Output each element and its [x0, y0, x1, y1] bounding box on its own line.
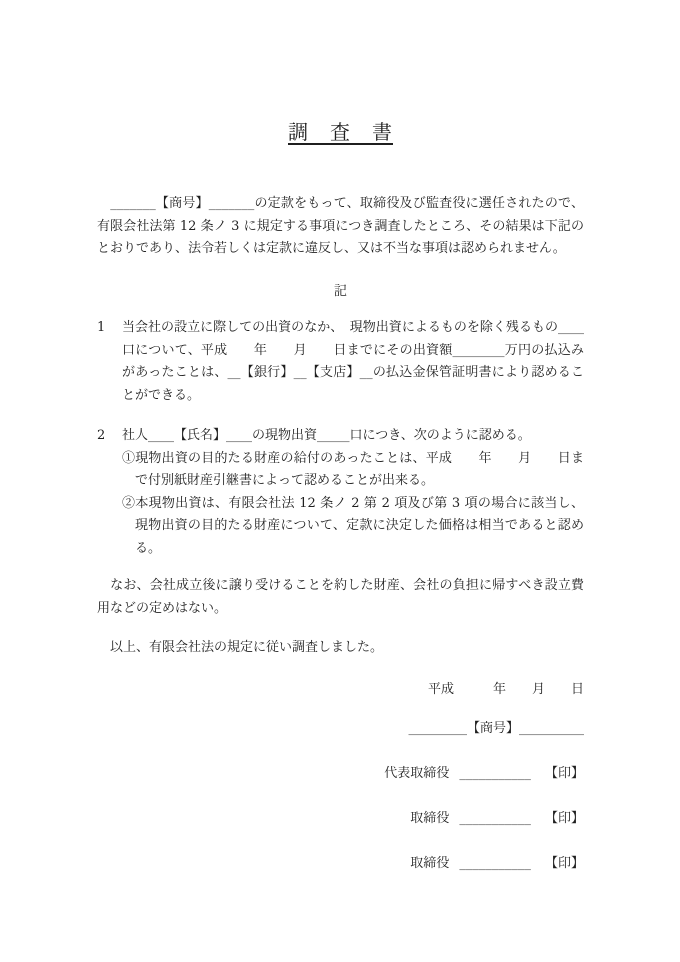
item-body	[122, 425, 584, 560]
signature-blank-line: ___________	[459, 765, 531, 781]
ki-heading: 記	[333, 283, 347, 299]
numbered-item-2	[97, 425, 584, 560]
seal-mark: 【印】	[544, 810, 584, 826]
signature-blank-line: ___________	[459, 855, 531, 871]
sub-item-text: 現物出資の目的たる財産の給付のあったことは、平成 年 月 日まで付別紙財産引継書によって認めることが出来る。	[135, 450, 584, 488]
signature-row-director-1	[97, 808, 584, 831]
item-text: 社人____【氏名】____の現物出資_____口につき、次のように認める。	[122, 428, 531, 443]
signature-blank-line: ___________	[459, 810, 531, 826]
sub-item-marker: ①	[122, 450, 136, 466]
signature-title: 取締役	[410, 855, 450, 871]
opening-paragraph: _______【商号】_______の定款をもって、取締役及び監査役に選任されたので、有限会社法第 12 条ノ 3 に規定する事項につき調査したところ、その結果は下記のとおりであり、法令若しくは定款に違反し、又は不当な事項は認められません。	[97, 196, 584, 256]
item-text: 当会社の設立に際しての出資のなか、 現物出資によるものを除く残るもの____口について、平成 年 月 日までにその出資額________万円の払込みがあったことは、__【銀行】__【支店】__の払込金保管証明書により認めることができる。	[122, 320, 584, 403]
document-content	[97, 0, 584, 875]
document-title: 調 査 書	[288, 120, 393, 144]
sub-item-2	[122, 493, 584, 561]
numbered-item-1	[97, 317, 584, 407]
signature-block	[97, 679, 584, 876]
date-line: 平成 年 月 日	[427, 681, 584, 697]
item-number: 2	[97, 428, 106, 443]
item-number: 1	[97, 320, 106, 335]
signature-title: 代表取締役	[384, 765, 450, 781]
sub-item-marker: ②	[122, 495, 136, 511]
note-paragraph: なお、会社成立後に譲り受けることを約した財産、会社の負担に帰すべき設立費用などの定めはない。	[97, 578, 584, 616]
sub-item-text: 本現物出資は、有限会社法 12 条ノ 2 第 2 項及び第 3 項の場合に該当し、現物出資の目的たる財産について、定款に決定した価格は相当であると認める。	[135, 495, 584, 556]
closing-paragraph: 以上、有限会社法の規定に従い調査しました。	[97, 640, 384, 655]
sub-item-1	[122, 448, 584, 493]
company-name-line: _________【商号】__________	[408, 721, 584, 736]
signature-row-representative-director	[97, 763, 584, 786]
seal-mark: 【印】	[544, 855, 584, 871]
seal-mark: 【印】	[544, 765, 584, 781]
signature-row-director-2	[97, 853, 584, 876]
signature-title: 取締役	[410, 810, 450, 826]
